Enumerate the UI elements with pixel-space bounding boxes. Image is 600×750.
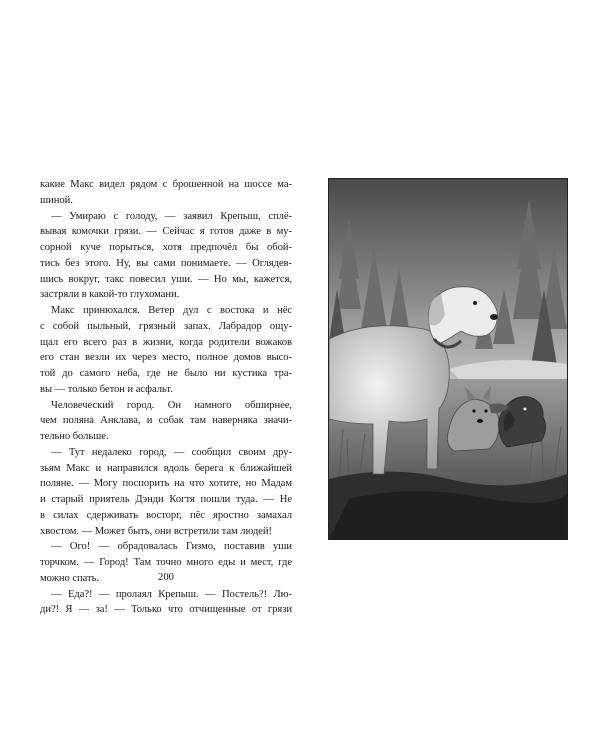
text-line: вы — только бетон и асфальт. [40,383,173,395]
text-line: вывая комочки грязи. — Сейчас я готов даже в му- [40,226,292,238]
text-line: застряли в какой-то глухомани. [40,289,180,301]
text-line: — Еда?! — пролаял Крепыш. — Постель?! Лю- [51,588,292,600]
text-line: чем поляна Анклава, и собак там наверняка значи- [40,415,292,427]
text-line: ди?! Я — за! — Только что отчищенные от грязи [40,604,292,616]
text-line: поляне. — Могу поспорить на что хотите, но Мадам [40,478,292,490]
text-line: можно спать. [40,572,99,584]
body-text [40,177,292,618]
text-line: шиной. [40,194,73,206]
text-line: какие Макс видел рядом с брошенной на шоссе ма- [40,179,292,190]
text-line: в силах сдерживать восторг, пёс яростно замахал [40,509,292,521]
dogs-illustration [328,178,568,540]
text-line: тись без этого. Ну, вы сами понимаете. — Оглядев- [40,257,292,269]
text-line: той до самого неба, где не было ни кустика тра- [40,368,292,379]
text-line: торчком. — Город! Там точно много еды и мест, где [40,557,292,568]
text-line: зьям Макс и направился вдоль берега к ближайшей [40,462,292,474]
text-line: шись вокруг, такс повесил уши. — Но мы, кажется, [40,273,292,285]
text-line: тельно больше. [40,431,109,442]
text-line: сорной куче порыться, хотя предпочёл бы обой- [40,242,292,253]
text-line: хвостом. — Может быть, они встретили там людей! [40,525,272,537]
text-line: его стан везли их через место, полное домов высо- [40,352,292,364]
text-line: щал его всего раз в жизни, когда родители вожаков [40,336,292,348]
page-number: 200 [158,572,174,583]
text-line: — Тут недалеко город, — сообщил своим дру- [51,446,292,458]
text-line: с собой пыльный, грязный запах. Лабрадор ощу- [40,320,292,332]
text-line: и старый приятель Дэнди Когтя пошли туда. — Не [40,494,292,505]
text-line: — Умираю с голоду, — заявил Крепыш, сплё- [51,210,292,222]
illustration-svg [329,179,567,539]
text-line: Человеческий город. Он намного обширнее, [51,399,292,411]
text-line: Макс принюхался. Ветер дул с востока и нёс [51,305,292,316]
text-line: — Ого! — обрадовалась Гизмо, поставив уши [51,541,292,553]
